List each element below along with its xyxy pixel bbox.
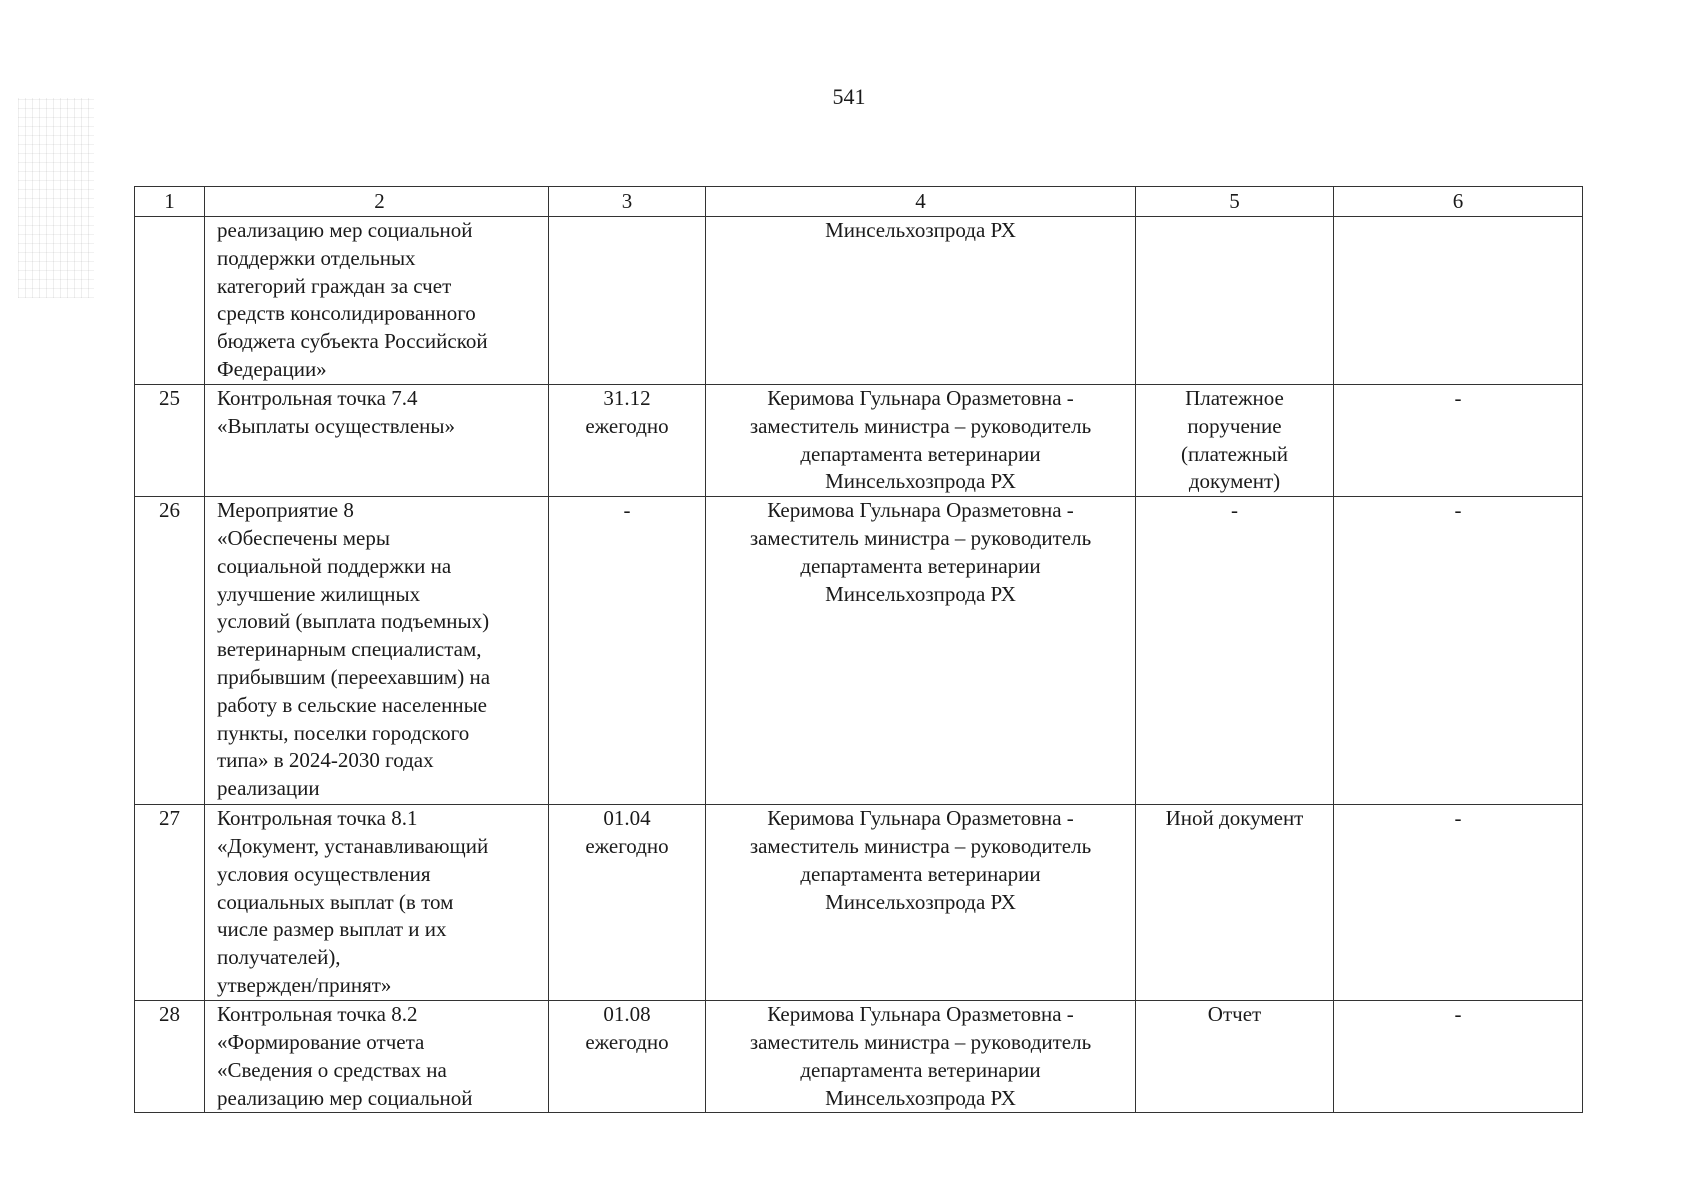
- responsible: [706, 217, 1136, 385]
- table-header-row: [135, 187, 1583, 217]
- event-name: [205, 805, 549, 1001]
- header-col-3: 3: [549, 187, 706, 217]
- header-col-4: 4: [706, 187, 1136, 217]
- deadline-text: 01.04 ежегодно: [585, 806, 669, 858]
- document-type-text: Иной документ: [1165, 806, 1304, 831]
- event-name: [205, 217, 549, 385]
- header-col-6: 6: [1334, 187, 1583, 217]
- event-name-text: Контрольная точка 7.4 «Выплаты осуществлены»: [217, 386, 456, 438]
- document-type: [1136, 497, 1334, 805]
- table-row: [135, 805, 1583, 1001]
- event-name: [205, 1001, 549, 1113]
- table-row: [135, 1001, 1583, 1113]
- extra-info: -: [1334, 1001, 1583, 1113]
- responsible-text: Керимова Гульнара Оразметовна - заместитель министра – руководитель департамента ветеринарии Минсельхозпрода РХ: [749, 498, 1092, 606]
- deadline-text: -: [623, 498, 631, 523]
- row-number: 27: [135, 805, 205, 1001]
- deadline-text: 31.12 ежегодно: [585, 386, 669, 438]
- extra-info: -: [1334, 497, 1583, 805]
- responsible-text: Керимова Гульнара Оразметовна - заместитель министра – руководитель департамента ветеринарии Минсельхозпрода РХ: [749, 806, 1092, 914]
- event-name: [205, 497, 549, 805]
- page-number: 541: [832, 84, 866, 109]
- event-name: [205, 385, 549, 497]
- extra-info: [1334, 217, 1583, 385]
- document-type: [1136, 1001, 1334, 1113]
- table-row: [135, 217, 1583, 385]
- deadline: [549, 497, 706, 805]
- row-number: 26: [135, 497, 205, 805]
- responsible-text: Керимова Гульнара Оразметовна - заместитель министра – руководитель департамента ветеринарии Минсельхозпрода РХ: [749, 386, 1092, 494]
- table-row: [135, 497, 1583, 805]
- event-name-text: реализацию мер социальной поддержки отдельных категорий граждан за счет средств консолидированного бюджета субъекта Российской Федерации»: [217, 218, 488, 381]
- header-col-5: 5: [1136, 187, 1334, 217]
- responsible: [706, 805, 1136, 1001]
- row-number: 25: [135, 385, 205, 497]
- header-col-2: 2: [205, 187, 549, 217]
- responsible-text: Керимова Гульнара Оразметовна - заместитель министра – руководитель департамента ветеринарии Минсельхозпрода РХ: [749, 1002, 1092, 1110]
- scan-artifact: [18, 98, 94, 298]
- header-col-1: 1: [135, 187, 205, 217]
- document-type-text: Отчет: [1207, 1002, 1262, 1027]
- row-number: 28: [135, 1001, 205, 1113]
- responsible: [706, 1001, 1136, 1113]
- document-type-text: -: [1231, 498, 1238, 523]
- responsible-text: Минсельхозпрода РХ: [825, 218, 1016, 242]
- deadline: [549, 1001, 706, 1113]
- event-name-text: Мероприятие 8 «Обеспечены меры социальной поддержки на улучшение жилищных условий (выплата подъемных) ветеринарным специалистам, прибывшим (переехавшим) на работу в сельские населенные пункты, поселки городского типа» в 2024-2030 годах реализации: [217, 498, 491, 801]
- document-type: [1136, 385, 1334, 497]
- document-type: [1136, 805, 1334, 1001]
- event-name-text: Контрольная точка 8.2 «Формирование отчета «Сведения о средствах на реализацию мер социальной: [217, 1002, 473, 1110]
- extra-info: -: [1334, 385, 1583, 497]
- table-row: [135, 385, 1583, 497]
- event-name-text: Контрольная точка 8.1 «Документ, устанавливающий условия осуществления социальных выплат (в том числе размер выплат и их получателей), утвержден/принят»: [217, 806, 489, 997]
- deadline: [549, 385, 706, 497]
- row-number: [135, 217, 205, 385]
- deadline: [549, 217, 706, 385]
- deadline: [549, 805, 706, 1001]
- extra-info: -: [1334, 805, 1583, 1001]
- plan-table: [134, 186, 1583, 1113]
- responsible: [706, 385, 1136, 497]
- deadline-text: 01.08 ежегодно: [585, 1002, 669, 1054]
- document-type: [1136, 217, 1334, 385]
- document-type-text: Платежное поручение (платежный документ): [1180, 386, 1289, 494]
- responsible: [706, 497, 1136, 805]
